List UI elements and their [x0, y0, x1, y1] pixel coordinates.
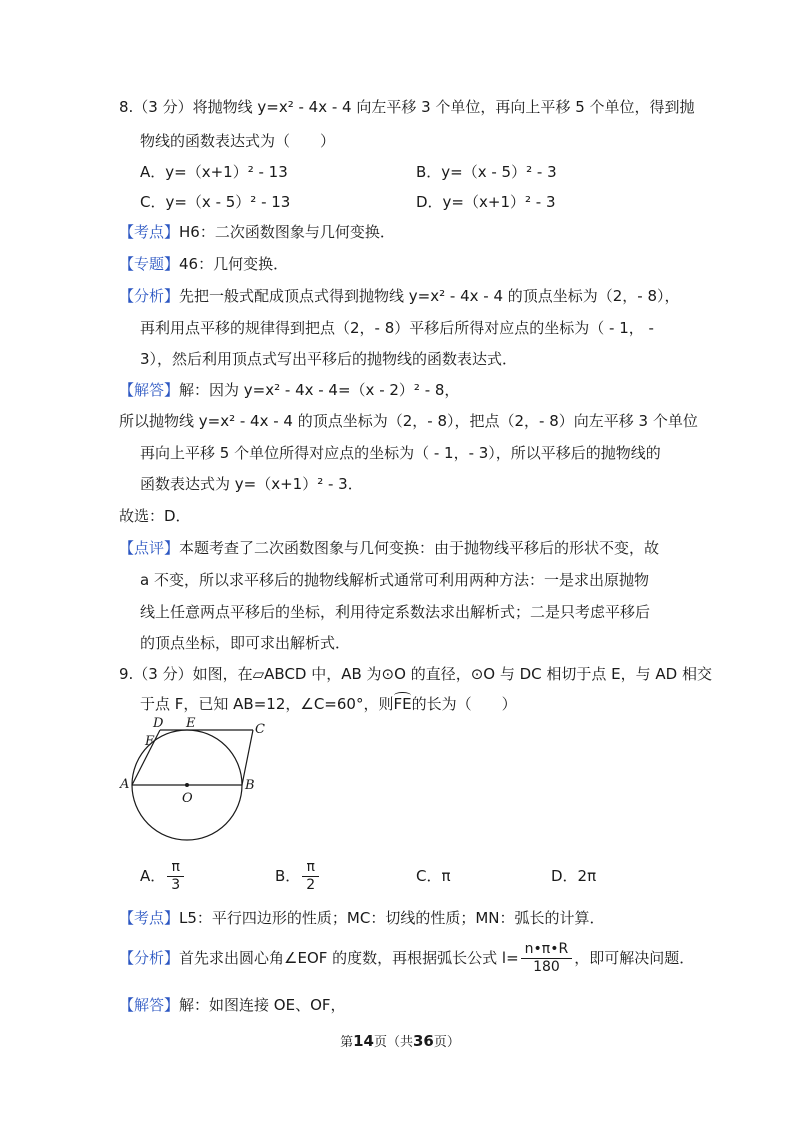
footer-pre: 第 [340, 1035, 354, 1050]
footer-mid: 页（共 [373, 1035, 413, 1050]
total-pages: 36 [413, 1032, 434, 1050]
q9-kaodian-tag: 【考点】 [119, 909, 180, 927]
zhuanti-tag: 【专题】 [119, 255, 180, 273]
q9-option-a-fraction [167, 859, 184, 894]
q8-fenxi-line-3: 3），然后利用顶点式写出平移后的抛物线的函数表达式． [140, 350, 518, 368]
q8-fenxi-line-2: 再利用点平移的规律得到把点（2，- 8）平移后所得对应点的坐标为（ - 1， - [140, 319, 654, 337]
formula-den: 180 [533, 959, 560, 975]
label-d: D [153, 716, 164, 731]
jieda-tag: 【解答】 [119, 381, 180, 399]
q9-jieda [119, 995, 346, 1015]
label-a: A [120, 777, 130, 792]
label-f: F [145, 734, 155, 749]
q9-option-d: D．2π [551, 867, 597, 885]
q8-kaodian [119, 222, 395, 242]
q8-answer: 故选：D． [119, 507, 191, 525]
label-b: B [245, 778, 255, 793]
q8-dianping-line-4: 的顶点坐标，即可求出解析式． [140, 634, 351, 652]
q9-option-b-fraction [302, 859, 319, 894]
q9-option-b-label: B． [275, 867, 301, 885]
q9-stem-line-2 [140, 694, 517, 714]
arc-length-formula [521, 941, 573, 976]
q8-fenxi-line-1 [119, 286, 680, 306]
q8-stem-line-1: 8.（3 分）将抛物线 y=x² - 4x - 4 向左平移 3 个单位，再向上平移 5 个单位，得到抛 [119, 98, 695, 116]
q8-jieda-line-3: 再向上平移 5 个单位所得对应点的坐标为（ - 1，- 3），所以平移后的抛物线的 [140, 444, 661, 462]
q9-stem-pre: 于点 F，已知 AB=12，∠C=60°，则 [140, 695, 394, 713]
q8-stem-line-2: 物线的函数表达式为（ ） [140, 132, 336, 150]
q9-fenxi-post: ，即可解决问题． [574, 949, 695, 967]
q8-dianping-line-2: a 不变，所以求平移后的抛物线解析式通常可利用两种方法：一是求出原抛物 [140, 571, 649, 589]
q9-fenxi-pre: 首先求出圆心角∠EOF 的度数，再根据弧长公式 l= [179, 949, 519, 967]
q9-fenxi [119, 940, 694, 976]
q8-jieda-line-4: 函数表达式为 y=（x+1）² - 3． [140, 475, 363, 493]
kaodian-text: H6：二次函数图象与几何变换． [179, 223, 395, 241]
dianping-text: 本题考查了二次函数图象与几何变换：由于抛物线平移后的形状不变，故 [179, 539, 660, 557]
label-o: O [182, 791, 193, 806]
q9-option-b-num: π [302, 859, 319, 877]
q9-jieda-text: 解：如图连接 OE、OF， [179, 996, 346, 1014]
q9-option-a-num: π [167, 859, 184, 877]
center-dot [185, 783, 189, 787]
dianping-tag: 【点评】 [119, 539, 180, 557]
kaodian-tag: 【考点】 [119, 223, 180, 241]
fenxi-tag: 【分析】 [119, 287, 180, 305]
q8-option-c: C．y=（x - 5）² - 13 [140, 193, 291, 211]
q8-option-b: B．y=（x - 5）² - 3 [416, 163, 557, 181]
label-e: E [186, 716, 196, 731]
q9-option-a-label: A． [140, 867, 166, 885]
q9-fenxi-tag: 【分析】 [119, 949, 180, 967]
q9-option-c: C．π [416, 867, 451, 885]
q9-kaodian [119, 908, 605, 928]
arc-fe-label: FE [393, 695, 412, 713]
q9-stem-post: 的长为（ ） [411, 695, 517, 713]
q8-dianping-line-3: 线上任意两点平移后的坐标，利用待定系数法求出解析式；二是只考虑平移后 [140, 603, 651, 621]
q8-zhuanti [119, 254, 288, 274]
q8-jieda-line-2: 所以抛物线 y=x² - 4x - 4 的顶点坐标为（2，- 8），把点（2，- 8）向左平移 3 个单位 [119, 412, 698, 430]
q9-figure [115, 715, 275, 845]
page-footer [0, 1031, 800, 1050]
page-number: 14 [353, 1032, 374, 1050]
q9-option-a [140, 858, 186, 894]
footer-post: 页） [433, 1035, 460, 1050]
label-c: C [255, 722, 265, 737]
q9-jieda-tag: 【解答】 [119, 996, 180, 1014]
q8-option-a: A．y=（x+1）² - 13 [140, 163, 288, 181]
jieda-text: 解：因为 y=x² - 4x - 4=（x - 2）² - 8， [179, 381, 460, 399]
fenxi-text: 先把一般式配成顶点式得到抛物线 y=x² - 4x - 4 的顶点坐标为（2，- 8）， [179, 287, 680, 305]
formula-num: n•π•R [521, 941, 573, 959]
q9-option-a-den: 3 [171, 877, 181, 893]
q8-option-d: D．y=（x+1）² - 3 [416, 193, 556, 211]
side-cb [242, 730, 253, 785]
q8-dianping-line-1 [119, 538, 659, 558]
q9-option-b-den: 2 [306, 877, 316, 893]
q9-kaodian-text: L5：平行四边形的性质；MC：切线的性质；MN：弧长的计算． [179, 909, 605, 927]
q9-option-b [275, 858, 321, 894]
q9-stem-line-1: 9.（3 分）如图，在▱ABCD 中，AB 为⊙O 的直径，⊙O 与 DC 相切于点 E，与 AD 相交 [119, 665, 713, 683]
q8-jieda-line-1 [119, 380, 459, 400]
zhuanti-text: 46：几何变换． [179, 255, 289, 273]
